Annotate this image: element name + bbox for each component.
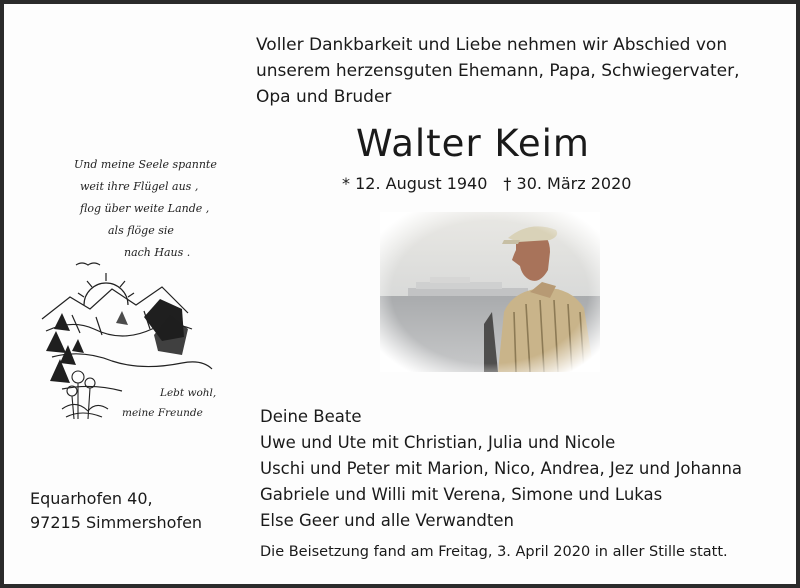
- mourner-line: Gabriele und Willi mit Verena, Simone und Lukas: [260, 485, 663, 504]
- poem-line: weit ihre Flügel aus ,: [80, 180, 199, 193]
- mourner-line: Deine Beate: [260, 407, 362, 426]
- poem-line: nach Haus .: [124, 246, 191, 259]
- poem-line: als flöge sie: [108, 224, 174, 237]
- mourner-line: Uwe und Ute mit Christian, Julia und Nicole: [260, 433, 616, 452]
- farewell-line: Lebt wohl,: [160, 387, 217, 399]
- poem: [74, 154, 244, 264]
- life-dates: [342, 174, 631, 193]
- address: [30, 487, 202, 535]
- intro-line: unserem herzensguten Ehemann, Papa, Schwiegervater,: [256, 61, 740, 81]
- deceased-name: Walter Keim: [356, 122, 590, 165]
- farewell-line: meine Freunde: [122, 407, 203, 419]
- address-street: Equarhofen 40,: [30, 489, 153, 508]
- portrait-photo: [380, 212, 600, 372]
- birth-date: * 12. August 1940: [342, 174, 488, 193]
- poem-line: flog über weite Lande ,: [80, 202, 210, 215]
- intro-line: Voller Dankbarkeit und Liebe nehmen wir Abschied von: [256, 35, 728, 55]
- mourner-line: Else Geer und alle Verwandten: [260, 511, 514, 530]
- mountain-sunrise-drawing: [32, 259, 232, 424]
- intro-line: Opa und Bruder: [256, 87, 392, 107]
- funeral-notice: Die Beisetzung fand am Freitag, 3. April 2020 in aller Stille statt.: [260, 544, 728, 560]
- landscape-sketch: [32, 259, 232, 424]
- mourners-list: [260, 404, 742, 534]
- intro-text: [256, 32, 776, 110]
- poem-line: Und meine Seele spannte: [74, 158, 217, 171]
- address-city: 97215 Simmershofen: [30, 513, 203, 532]
- mourner-line: Uschi und Peter mit Marion, Nico, Andrea, Jez und Johanna: [260, 459, 743, 478]
- death-date: † 30. März 2020: [503, 174, 632, 193]
